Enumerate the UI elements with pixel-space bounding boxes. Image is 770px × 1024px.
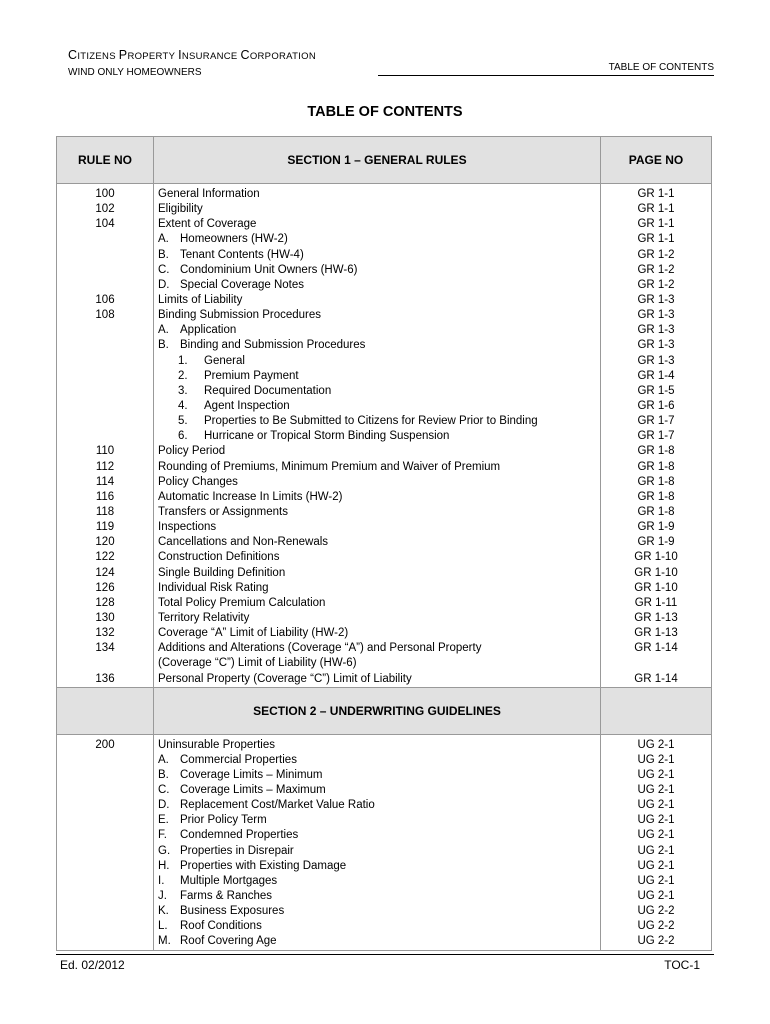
subitem-text: Binding and Submission Procedures bbox=[180, 339, 366, 352]
toc-subitem bbox=[158, 263, 600, 278]
subitem-text: Tenant Contents (HW-4) bbox=[180, 248, 304, 261]
rule-number: 100 bbox=[95, 188, 115, 200]
subsubitem-number: 1. bbox=[178, 354, 188, 367]
company-name-word: NSURANCE bbox=[181, 51, 241, 62]
page-reference: UG 2-1 bbox=[637, 799, 675, 812]
rule-number: 134 bbox=[95, 642, 115, 655]
section2-header-blank bbox=[601, 687, 712, 734]
section1-page-column bbox=[601, 184, 712, 688]
subitem-text: Business Exposures bbox=[180, 905, 285, 918]
page-reference: GR 1-14 bbox=[634, 672, 678, 685]
rule-number bbox=[57, 874, 153, 889]
toc-item: Coverage “A” Limit of Liability (HW-2) bbox=[158, 627, 349, 640]
company-name-initial: I bbox=[178, 48, 182, 62]
page-reference: GR 1-1 bbox=[637, 218, 675, 231]
subitem-letter: I. bbox=[158, 874, 165, 887]
rule-number: 102 bbox=[95, 203, 115, 216]
subitem-letter: B. bbox=[158, 768, 169, 781]
toc-subitem bbox=[158, 874, 600, 889]
page-reference: GR 1-10 bbox=[634, 551, 678, 564]
subitem-letter: C. bbox=[158, 784, 170, 797]
toc-subsubitem bbox=[158, 414, 600, 429]
toc-item: Inspections bbox=[158, 521, 217, 534]
page-reference: GR 1-7 bbox=[637, 430, 675, 443]
rule-number bbox=[57, 889, 153, 904]
page-reference: GR 1-9 bbox=[637, 536, 675, 549]
page-reference: UG 2-2 bbox=[637, 920, 675, 933]
rule-number: 124 bbox=[95, 566, 115, 579]
rule-number: 132 bbox=[95, 627, 115, 640]
rule-number bbox=[57, 798, 153, 813]
page-reference: GR 1-3 bbox=[637, 324, 675, 337]
subsubitem-text: Required Documentation bbox=[204, 384, 332, 397]
page-reference: GR 1-10 bbox=[634, 566, 678, 579]
toc-subitem bbox=[158, 768, 600, 783]
subitem-letter: G. bbox=[158, 844, 171, 857]
company-name-initial: C bbox=[68, 48, 78, 62]
page-reference: GR 1-11 bbox=[634, 596, 678, 609]
toc-subitem bbox=[158, 232, 600, 247]
page-reference: GR 1-8 bbox=[637, 490, 675, 503]
subitem-text: Farms & Ranches bbox=[180, 890, 273, 903]
toc-subitem bbox=[158, 278, 600, 293]
section2-header-blank bbox=[57, 687, 154, 734]
subitem-letter: D. bbox=[158, 799, 170, 812]
rule-number bbox=[57, 399, 153, 414]
rule-number bbox=[57, 844, 153, 859]
subitem-letter: C. bbox=[158, 263, 170, 276]
toc-item: Territory Relativity bbox=[158, 611, 250, 624]
toc-item: Construction Definitions bbox=[158, 551, 280, 564]
toc-subitem bbox=[158, 323, 600, 338]
subsubitem-number: 5. bbox=[178, 415, 188, 428]
page-reference: UG 2-1 bbox=[637, 768, 675, 781]
edition-date: Ed. 02/2012 bbox=[60, 958, 125, 972]
toc-item: Automatic Increase In Limits (HW-2) bbox=[158, 490, 343, 503]
toc-item: Individual Risk Rating bbox=[158, 581, 269, 594]
rule-number bbox=[57, 338, 153, 353]
toc-subitem bbox=[158, 248, 600, 263]
page-reference: GR 1-8 bbox=[637, 460, 675, 473]
subitem-text: Commercial Properties bbox=[180, 753, 297, 766]
rule-number: 118 bbox=[95, 505, 115, 518]
toc-table bbox=[56, 136, 712, 951]
section2-page-column bbox=[601, 734, 712, 950]
rule-number bbox=[57, 429, 153, 444]
program-name: WIND ONLY HOMEOWNERS bbox=[68, 67, 202, 78]
toc-subitem bbox=[158, 919, 600, 934]
toc-item-continuation: (Coverage “C”) Limit of Liability (HW-6) bbox=[158, 657, 357, 670]
page-reference: GR 1-13 bbox=[634, 627, 678, 640]
page-reference: UG 2-1 bbox=[637, 890, 675, 903]
subitem-letter: F. bbox=[158, 829, 167, 842]
page-reference: GR 1-4 bbox=[637, 369, 675, 382]
page-reference: GR 1-10 bbox=[634, 581, 678, 594]
toc-subitem bbox=[158, 783, 600, 798]
col-header-page: PAGE NO bbox=[601, 137, 712, 184]
subitem-letter: K. bbox=[158, 905, 169, 918]
toc-item: Additions and Alterations (Coverage “A”) and Personal Property bbox=[158, 642, 482, 655]
subsubitem-number: 6. bbox=[178, 430, 188, 443]
toc-subitem bbox=[158, 753, 600, 768]
page-reference: GR 1-3 bbox=[637, 309, 675, 322]
subitem-text: Coverage Limits – Minimum bbox=[180, 768, 323, 781]
rule-number bbox=[57, 278, 153, 293]
footer-divider bbox=[56, 954, 714, 955]
subitem-letter: D. bbox=[158, 278, 170, 291]
rule-number bbox=[57, 369, 153, 384]
toc-subitem bbox=[158, 338, 600, 353]
rule-spacer bbox=[57, 656, 153, 671]
rule-number: 130 bbox=[95, 611, 115, 624]
toc-subsubitem bbox=[158, 354, 600, 369]
subitem-text: Special Coverage Notes bbox=[180, 278, 305, 291]
subitem-letter: H. bbox=[158, 859, 170, 872]
rule-number bbox=[57, 919, 153, 934]
toc-subitem bbox=[158, 889, 600, 904]
rule-number bbox=[57, 232, 153, 247]
section2-description-column bbox=[154, 734, 601, 950]
toc-subsubitem bbox=[158, 399, 600, 414]
page-reference: GR 1-8 bbox=[637, 475, 675, 488]
col-header-rule: RULE NO bbox=[57, 137, 154, 184]
page-reference: GR 1-8 bbox=[637, 445, 675, 458]
toc-item: Binding Submission Procedures bbox=[158, 309, 322, 322]
subitem-text: Prior Policy Term bbox=[180, 814, 267, 827]
page-reference: GR 1-3 bbox=[637, 339, 675, 352]
rule-number: 136 bbox=[95, 672, 115, 685]
rule-number bbox=[57, 783, 153, 798]
subitem-text: Coverage Limits – Maximum bbox=[180, 784, 326, 797]
subitem-text: Properties in Disrepair bbox=[180, 844, 294, 857]
rule-number bbox=[57, 828, 153, 843]
subsubitem-number: 3. bbox=[178, 384, 188, 397]
section1-description-column bbox=[154, 184, 601, 688]
page-number: TOC-1 bbox=[664, 958, 700, 972]
rule-number: 120 bbox=[95, 536, 115, 549]
rule-number: 112 bbox=[95, 460, 115, 473]
page-reference: UG 2-1 bbox=[637, 784, 675, 797]
page-reference: UG 2-1 bbox=[637, 738, 675, 751]
page-reference: GR 1-8 bbox=[637, 505, 675, 518]
rule-number: 200 bbox=[95, 738, 115, 751]
page-reference: GR 1-2 bbox=[637, 248, 675, 261]
subitem-letter: A. bbox=[158, 753, 169, 766]
subsubitem-text: Properties to Be Submitted to Citizens for Review Prior to Binding bbox=[204, 415, 538, 428]
rule-number: 110 bbox=[95, 445, 115, 458]
rule-number: 106 bbox=[95, 293, 115, 306]
rule-number: 114 bbox=[95, 475, 115, 488]
subitem-text: Condominium Unit Owners (HW-6) bbox=[180, 263, 358, 276]
rule-number bbox=[57, 354, 153, 369]
subsubitem-text: General bbox=[204, 354, 245, 367]
page-reference: GR 1-9 bbox=[637, 521, 675, 534]
company-name-word: ITIZENS bbox=[77, 51, 119, 62]
section2-title: SECTION 2 – UNDERWRITING GUIDELINES bbox=[154, 687, 601, 734]
toc-subitem bbox=[158, 934, 600, 949]
rule-number: 126 bbox=[95, 581, 115, 594]
subitem-letter: E. bbox=[158, 814, 169, 827]
subitem-letter: M. bbox=[158, 935, 171, 948]
subitem-text: Roof Covering Age bbox=[180, 935, 277, 948]
section1-rule-column bbox=[57, 184, 154, 688]
toc-subitem bbox=[158, 798, 600, 813]
subitem-letter: B. bbox=[158, 248, 169, 261]
rule-number: 108 bbox=[95, 309, 115, 322]
subsubitem-text: Agent Inspection bbox=[204, 399, 290, 412]
toc-subitem bbox=[158, 828, 600, 843]
rule-number bbox=[57, 813, 153, 828]
toc-subsubitem bbox=[158, 369, 600, 384]
page-reference: UG 2-1 bbox=[637, 874, 675, 887]
toc-subsubitem bbox=[158, 429, 600, 444]
subitem-letter: A. bbox=[158, 233, 169, 246]
toc-item: Rounding of Premiums, Minimum Premium and Waiver of Premium bbox=[158, 460, 501, 473]
subsubitem-number: 4. bbox=[178, 399, 188, 412]
rule-number bbox=[57, 414, 153, 429]
page-reference: GR 1-6 bbox=[637, 399, 675, 412]
page-reference: GR 1-1 bbox=[637, 188, 675, 200]
page-reference: UG 2-1 bbox=[637, 844, 675, 857]
toc-subitem bbox=[158, 859, 600, 874]
header-section-label: TABLE OF CONTENTS bbox=[608, 62, 714, 73]
page-reference: UG 2-1 bbox=[637, 814, 675, 827]
toc-subitem bbox=[158, 904, 600, 919]
page-reference: GR 1-3 bbox=[637, 354, 675, 367]
toc-item: Transfers or Assignments bbox=[158, 505, 288, 518]
rule-number bbox=[57, 384, 153, 399]
page-reference: GR 1-13 bbox=[634, 611, 678, 624]
rule-number bbox=[57, 934, 153, 949]
col-header-section1: SECTION 1 – GENERAL RULES bbox=[154, 137, 601, 184]
subitem-text: Multiple Mortgages bbox=[180, 874, 278, 887]
rule-number bbox=[57, 904, 153, 919]
toc-item: Single Building Definition bbox=[158, 566, 286, 579]
page-reference: GR 1-2 bbox=[637, 278, 675, 291]
page-title: TABLE OF CONTENTS bbox=[307, 104, 463, 120]
page-reference: GR 1-5 bbox=[637, 384, 675, 397]
toc-item: Cancellations and Non-Renewals bbox=[158, 536, 329, 549]
rule-number bbox=[57, 753, 153, 768]
subitem-text: Condemned Properties bbox=[180, 829, 299, 842]
subsubitem-text: Hurricane or Tropical Storm Binding Suspension bbox=[204, 430, 450, 443]
toc-item: Eligibility bbox=[158, 203, 203, 216]
toc-header-row bbox=[57, 137, 712, 184]
toc-item: Total Policy Premium Calculation bbox=[158, 596, 326, 609]
rule-number: 104 bbox=[95, 218, 115, 231]
page-reference: UG 2-1 bbox=[637, 829, 675, 842]
section2-body bbox=[57, 734, 712, 950]
header-divider bbox=[378, 75, 714, 76]
toc-item: Policy Changes bbox=[158, 475, 238, 488]
toc-subitem bbox=[158, 844, 600, 859]
subitem-letter: L. bbox=[158, 920, 168, 933]
page-reference: GR 1-2 bbox=[637, 263, 675, 276]
subitem-text: Properties with Existing Damage bbox=[180, 859, 347, 872]
toc-item: Limits of Liability bbox=[158, 293, 243, 306]
page-reference: UG 2-1 bbox=[637, 753, 675, 766]
toc-item: Extent of Coverage bbox=[158, 218, 257, 231]
subsubitem-text: Premium Payment bbox=[204, 369, 299, 382]
subitem-letter: B. bbox=[158, 339, 169, 352]
page-reference: UG 2-2 bbox=[637, 935, 675, 948]
company-name-word: ORPORATION bbox=[249, 51, 316, 62]
company-name-initial: C bbox=[240, 48, 250, 62]
toc-item: General Information bbox=[158, 188, 260, 200]
rule-number: 128 bbox=[95, 596, 115, 609]
page-reference: UG 2-2 bbox=[637, 905, 675, 918]
rule-number bbox=[57, 248, 153, 263]
rule-number bbox=[57, 859, 153, 874]
page-reference: GR 1-1 bbox=[637, 233, 675, 246]
subitem-text: Application bbox=[180, 324, 237, 337]
subitem-letter: A. bbox=[158, 324, 169, 337]
company-name-initial: P bbox=[118, 48, 128, 62]
rule-number bbox=[57, 263, 153, 278]
section1-body bbox=[57, 184, 712, 688]
toc-item: Uninsurable Properties bbox=[158, 738, 275, 751]
section2-header-row bbox=[57, 687, 712, 734]
company-name-word: ROPERTY bbox=[127, 51, 179, 62]
page-reference: GR 1-3 bbox=[637, 293, 675, 306]
page-reference: GR 1-7 bbox=[637, 415, 675, 428]
rule-number: 119 bbox=[95, 521, 115, 534]
document-header bbox=[68, 48, 316, 79]
toc-item: Personal Property (Coverage “C”) Limit of Liability bbox=[158, 672, 412, 685]
rule-number: 116 bbox=[95, 490, 115, 503]
rule-number: 122 bbox=[95, 551, 115, 564]
toc-subitem bbox=[158, 813, 600, 828]
subitem-text: Replacement Cost/Market Value Ratio bbox=[180, 799, 375, 812]
section2-rule-column bbox=[57, 734, 154, 950]
subitem-text: Roof Conditions bbox=[180, 920, 262, 933]
page-reference: GR 1-14 bbox=[634, 642, 678, 655]
toc-subsubitem bbox=[158, 384, 600, 399]
subsubitem-number: 2. bbox=[178, 369, 188, 382]
toc-item: Policy Period bbox=[158, 445, 226, 458]
rule-number bbox=[57, 768, 153, 783]
company-name bbox=[68, 48, 316, 64]
subitem-letter: J. bbox=[158, 890, 167, 903]
page-spacer bbox=[601, 656, 711, 671]
page-reference: UG 2-1 bbox=[637, 859, 675, 872]
page-reference: GR 1-1 bbox=[637, 203, 675, 216]
subitem-text: Homeowners (HW-2) bbox=[180, 233, 288, 246]
rule-number bbox=[57, 323, 153, 338]
